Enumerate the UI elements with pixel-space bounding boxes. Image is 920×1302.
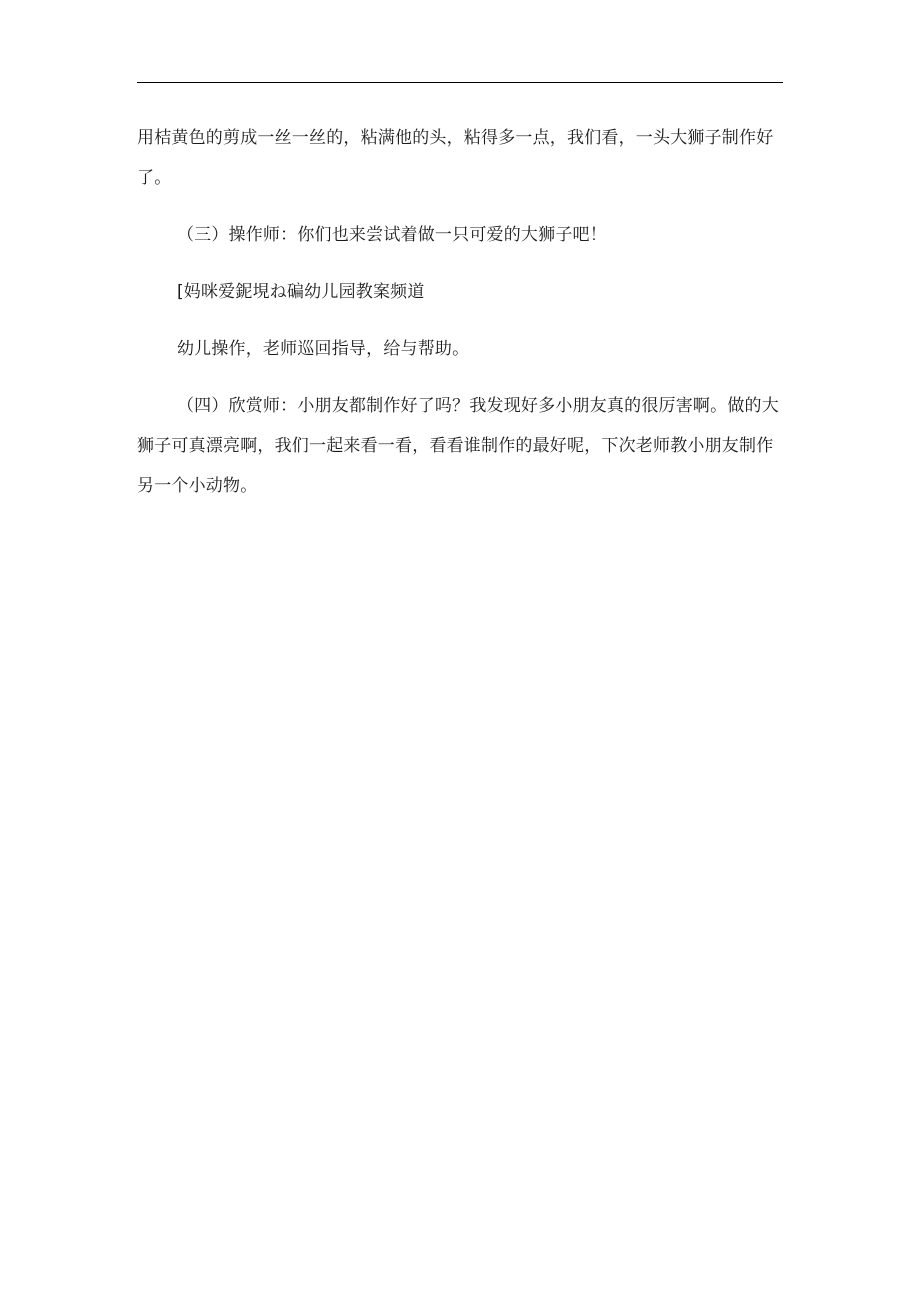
document-body <box>137 118 787 523</box>
paragraph-channel-note: [妈咪爱鈮垷ね碥幼儿园教案频道 <box>176 282 425 302</box>
paragraph-child-operation: 幼儿操作，老师巡回指导，给与帮助。 <box>176 339 470 359</box>
header-rule <box>137 82 783 83</box>
paragraph-lion-making: 用桔黄色的剪成一丝一丝的，粘满他的头，粘得多一点，我们看，一头大狮子制作好了。 <box>137 128 774 188</box>
paragraph-step-three: （三）操作师：你们也来尝试着做一只可爱的大狮子吧！ <box>176 225 607 245</box>
paragraph-step-four: （四）欣赏师：小朋友都制作好了吗？我发现好多小朋友真的很厉害啊。做的大狮子可真漂亮啊，我们一起来看一看，看看谁制作的最好呢，下次老师教小朋友制作另一个小动物。 <box>137 396 779 496</box>
